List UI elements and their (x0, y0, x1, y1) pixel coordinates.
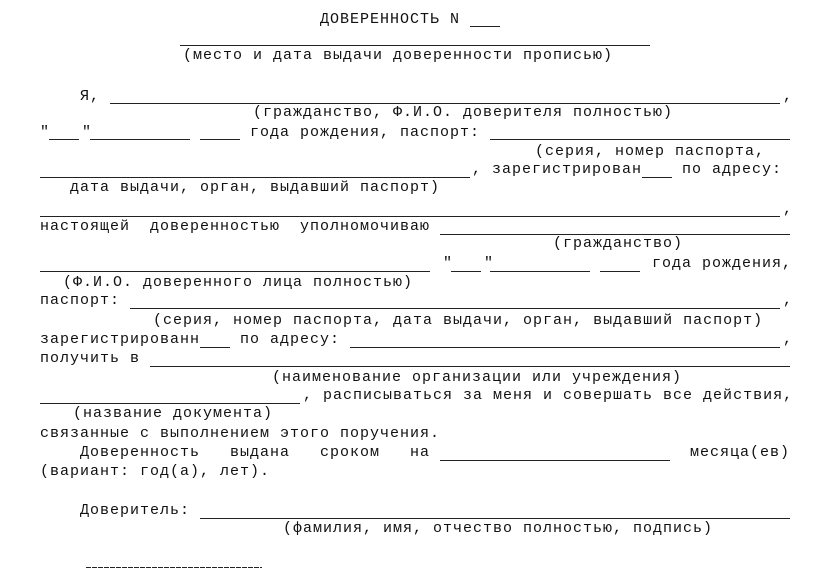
document-blank (40, 403, 300, 404)
month-blank (90, 139, 190, 140)
birth-passport-label: года рождения, паспорт: (250, 124, 481, 141)
agent-passport-blank (130, 308, 780, 309)
caption-principal: (гражданство, Ф.И.О. доверителя полностью) (253, 104, 674, 121)
comma: , (783, 331, 794, 348)
comma: , (783, 201, 794, 218)
footnote-separator (86, 567, 262, 568)
sign-for-me-label: , расписываться за меня и совершать все действия, (303, 387, 794, 404)
at-address-label: по адресу: (240, 331, 341, 348)
months-label: месяца(ев) (690, 444, 791, 461)
caption-document: (название документа) (73, 405, 274, 422)
quote-open: " (40, 124, 51, 141)
passport-blank (490, 139, 790, 140)
address-blank (40, 216, 780, 217)
birth-label: года рождения, (652, 255, 793, 272)
year-blank (200, 139, 240, 140)
variant-text: (вариант: год(а), лет). (40, 463, 271, 480)
term-label: Доверенность выдана сроком на (80, 444, 431, 461)
term-blank (440, 460, 670, 461)
agent-registered-label: зарегистрированн (40, 331, 201, 348)
agent-address-blank (350, 347, 780, 348)
passport-blank-2 (40, 177, 470, 178)
principal-signature-label: Доверитель: (80, 502, 191, 519)
authorize-label: настоящей доверенностью уполномочиваю (40, 218, 431, 235)
caption-passport-1: (серия, номер паспорта, (535, 143, 766, 160)
caption-passport-2: дата выдачи, орган, выдавший паспорт) (70, 179, 441, 196)
agent-name-blank (40, 271, 430, 272)
caption-organization: (наименование организации или учреждения) (272, 369, 683, 386)
caption-signature: (фамилия, имя, отчество полностью, подпись) (283, 520, 714, 537)
document-title: ДОВЕРЕННОСТЬ N (320, 11, 461, 28)
day-blank (49, 139, 79, 140)
quote-close: " (82, 124, 93, 141)
caption-place-date: (место и дата выдачи доверенности прописью) (183, 47, 614, 64)
comma: , (783, 88, 794, 105)
caption-agent: (Ф.И.О. доверенного лица полностью) (63, 274, 414, 291)
caption-agent-passport: (серия, номер паспорта, дата выдачи, орган, выдавший паспорт) (153, 312, 764, 329)
registered-label: , зарегистрирован (472, 161, 643, 178)
principal-signature-blank (200, 518, 790, 519)
i-label: Я, (80, 88, 101, 105)
agent-day-blank (451, 271, 481, 272)
quote-open: " (443, 255, 454, 272)
comma: , (783, 292, 794, 309)
quote-close: " (484, 255, 495, 272)
agent-month-blank (490, 271, 590, 272)
passport-label: паспорт: (40, 292, 121, 309)
at-address-label: по адресу: (682, 161, 783, 178)
caption-citizenship: (гражданство) (553, 235, 684, 252)
agent-year-blank (600, 271, 640, 272)
organization-blank (150, 366, 790, 367)
place-date-blank (180, 45, 650, 46)
agent-gender-ending-blank (200, 347, 230, 348)
related-text: связанные с выполнением этого поручения. (40, 425, 441, 442)
receive-label: получить в (40, 350, 141, 367)
number-blank (470, 26, 500, 27)
gender-ending-blank (642, 177, 672, 178)
